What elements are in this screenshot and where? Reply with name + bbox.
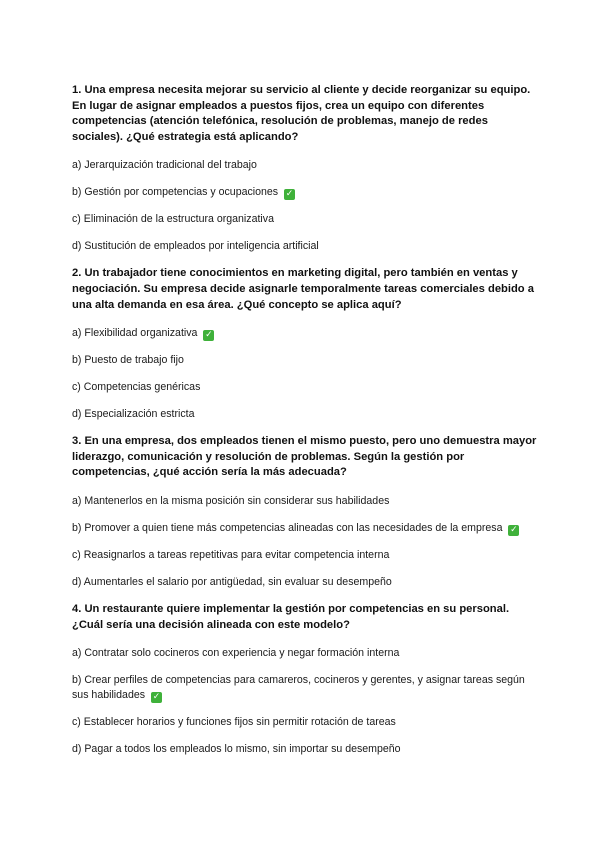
question-block-1 xyxy=(72,83,540,254)
option-1c: c) Eliminación de la estructura organizativa xyxy=(72,213,274,226)
option-1d: d) Sustitución de empleados por inteligencia artificial xyxy=(72,240,319,253)
option-2d: d) Especialización estricta xyxy=(72,408,195,421)
option-3c: c) Reasignarlos a tareas repetitivas para evitar competencia interna xyxy=(72,548,390,561)
option-1a: a) Jerarquización tradicional del trabajo xyxy=(72,159,257,172)
question-1: 1. Una empresa necesita mejorar su servicio al cliente y decide reorganizar su equipo. En lugar de asignar empleados a puestos fijos, crea un equipo con diferentes competencias (atención telefónica, resolución de problemas, manejo de redes sociales). ¿Qué estrategia está aplicando? xyxy=(72,84,531,143)
option-4c: c) Establecer horarios y funciones fijos sin permitir rotación de tareas xyxy=(72,716,396,729)
option-3d: d) Aumentarles el salario por antigüedad, sin evaluar su desempeño xyxy=(72,575,392,588)
question-block-3 xyxy=(72,434,540,590)
option-2b: b) Puesto de trabajo fijo xyxy=(72,354,184,367)
option-4a: a) Contratar solo cocineros con experiencia y negar formación interna xyxy=(72,647,400,660)
check-mark-icon: ✓ xyxy=(285,189,294,200)
option-4b: b) Crear perfiles de competencias para camareros, cocineros y gerentes, y asignar tareas según sus habilidades ✓ xyxy=(72,674,525,703)
check-mark-icon: ✓ xyxy=(510,524,518,535)
question-2: 2. Un trabajador tiene conocimientos en marketing digital, pero también en ventas y negociación. Su empresa decide asignarle temporalmente tareas comerciales debido a una alta demanda en esa área. ¿Qué concepto se aplica aquí? xyxy=(72,267,534,311)
option-4d: d) Pagar a todos los empleados lo mismo, sin importar su desempeño xyxy=(72,743,401,756)
question-block-4 xyxy=(72,602,540,757)
option-3a: a) Mantenerlos en la misma posición sin considerar sus habilidades xyxy=(72,494,390,507)
option-3b: b) Promover a quien tiene más competencias alineadas con las necesidades de la empresa ✓ xyxy=(72,521,518,535)
question-4: 4. Un restaurante quiere implementar la gestión por competencias en su personal. ¿Cuál sería una decisión alineada con este modelo? xyxy=(72,602,510,631)
option-2c: c) Competencias genéricas xyxy=(72,381,201,394)
check-mark-icon: ✓ xyxy=(205,330,213,341)
question-block-2 xyxy=(72,266,540,422)
option-1b: b) Gestión por competencias y ocupaciones ✓ xyxy=(72,186,294,200)
check-mark-icon: ✓ xyxy=(152,692,161,703)
option-2a: a) Flexibilidad organizativa ✓ xyxy=(72,327,213,341)
question-3: 3. En una empresa, dos empleados tienen el mismo puesto, pero uno demuestra mayor liderazgo, comunicación y resolución de problemas. Según la gestión por competencias, ¿qué acción sería la más adecuada? xyxy=(72,435,537,479)
